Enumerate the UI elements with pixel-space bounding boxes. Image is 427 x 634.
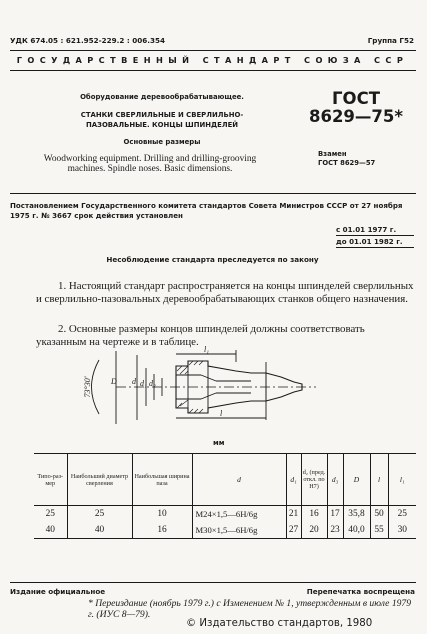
cell-l: 50 <box>370 506 388 523</box>
hatch <box>189 361 193 365</box>
label-d2: d₂ <box>149 379 156 388</box>
validity-underline-2 <box>336 247 414 248</box>
header-groove-width: Наибольшая ширина паза <box>132 454 192 506</box>
replaces-block <box>318 150 375 168</box>
bore-line <box>201 375 216 381</box>
prosecution-notice: Несоблюдение стандарта преследуется по закону <box>106 255 319 264</box>
hatch <box>194 409 198 413</box>
title-english: Woodworking equipment. Drilling and drilling-grooving machines. Spindle noses. Basic dimensions. <box>43 154 257 174</box>
title-line-1: Оборудование деревообрабатывающее. <box>80 93 244 101</box>
hatch <box>194 361 198 365</box>
cell-d1: 21 <box>286 506 301 523</box>
standard-line: ГОСУДАРСТВЕННЫЙ СТАНДАРТ СОЮЗА ССР <box>16 55 409 65</box>
header-drill-dia: Наибольший диаметр сверления <box>67 454 132 506</box>
gost-label: ГОСТ <box>332 89 380 108</box>
group-code: Группа Г52 <box>367 36 414 45</box>
header-l: l <box>370 454 388 506</box>
gost-number: 8629—75* <box>308 107 403 126</box>
footer-rule <box>10 582 416 583</box>
table-row <box>34 506 416 523</box>
cell-type: 25 <box>34 506 67 523</box>
paragraph-1: 1. Настоящий стандарт распространяется на концы шпинделей сверлильных и сверлильно-пазовальных деревообрабатывающих станков общего назначения. <box>36 280 414 306</box>
label-d1: d₁ <box>140 379 147 388</box>
units-label: мм <box>213 439 225 447</box>
udk-code: УДК 674.05 : 621.952-229.2 : 006.354 <box>10 36 166 45</box>
official-edition: Издание официальное <box>10 587 106 596</box>
hatch <box>199 409 203 413</box>
cell-D: 40,0 <box>343 522 370 539</box>
hatch <box>189 409 193 413</box>
header-D: D <box>343 454 370 506</box>
cell-l: 55 <box>370 522 388 539</box>
header-l1: l₁ <box>388 454 416 506</box>
cell-drill-dia: 25 <box>67 506 132 523</box>
label-l: l <box>220 409 223 418</box>
cell-d3: 17 <box>327 506 343 523</box>
paragraph-2: 2. Основные размеры концов шпинделей должны соответствовать указанным на чертеже и в таблице. <box>36 323 365 349</box>
cell-D: 35,8 <box>343 506 370 523</box>
bore-line <box>201 393 216 399</box>
hatch <box>177 366 182 371</box>
replaces-label: Взамен <box>318 150 347 158</box>
cell-l1: 25 <box>388 506 416 523</box>
cell-d3: 23 <box>327 522 343 539</box>
hatch <box>177 403 182 408</box>
validity-from: с 01.01 1977 г. <box>336 225 397 234</box>
table-row <box>34 522 416 539</box>
header-d1: d₁ <box>286 454 301 506</box>
header-d: d <box>192 454 286 506</box>
title-rule <box>10 193 416 194</box>
validity-to: до 01.01 1982 г. <box>336 237 403 246</box>
reissue-note: * Переиздание (ноябрь 1979 г.) с Изменением № 1, утвержденным в июле 1979 г. (ИУС 8—79). <box>88 598 412 620</box>
cell-groove-width: 16 <box>132 522 192 539</box>
label-l1: l₁ <box>204 345 210 354</box>
reprint-prohibited: Перепечатка воспрещена <box>306 587 415 596</box>
copyright: © Издательство стандартов, 1980 <box>186 618 373 629</box>
top-rule <box>10 50 416 51</box>
cell-d2: 20 <box>301 522 327 539</box>
spindle-drawing <box>76 340 326 435</box>
cell-d2: 16 <box>301 506 327 523</box>
header-d3: d₃ <box>327 454 343 506</box>
hatch <box>180 400 188 406</box>
label-d: d <box>132 377 136 386</box>
standard-rule <box>10 70 416 71</box>
hatch <box>199 361 203 365</box>
dimensions-table <box>34 453 416 539</box>
header-d2: d₂ (пред. откл. по H7) <box>301 454 327 506</box>
validity-underline-1 <box>336 235 414 236</box>
title-line-3: Основные размеры <box>123 138 201 146</box>
cell-groove-width: 10 <box>132 506 192 523</box>
cell-drill-dia: 40 <box>67 522 132 539</box>
label-D: D <box>111 377 117 386</box>
title-line-2: СТАНКИ СВЕРЛИЛЬНЫЕ И СВЕРЛИЛЬНО-ПАЗОВАЛЬНЫЕ. КОНЦЫ ШПИНДЕЛЕЙ <box>80 111 244 129</box>
cell-d1: 27 <box>286 522 301 539</box>
cell-d: М24×1,5—6H/6g <box>192 506 286 523</box>
header-type: Типо-раз-мер <box>34 454 67 506</box>
decree-text: Постановлением Государственного комитета стандартов Совета Министров СССР от 27 ноября 1975 г. № 3667 срок действия установлен <box>10 201 403 220</box>
angle-arc <box>92 360 100 414</box>
cell-type: 40 <box>34 522 67 539</box>
cell-l1: 30 <box>388 522 416 539</box>
gost-designation <box>300 90 412 126</box>
replaces-standard: ГОСТ 8629—57 <box>318 159 376 167</box>
cell-d: М30×1,5—6H/6g <box>192 522 286 539</box>
angle-label: 73°30' <box>83 376 92 398</box>
table-header-row <box>34 454 416 506</box>
